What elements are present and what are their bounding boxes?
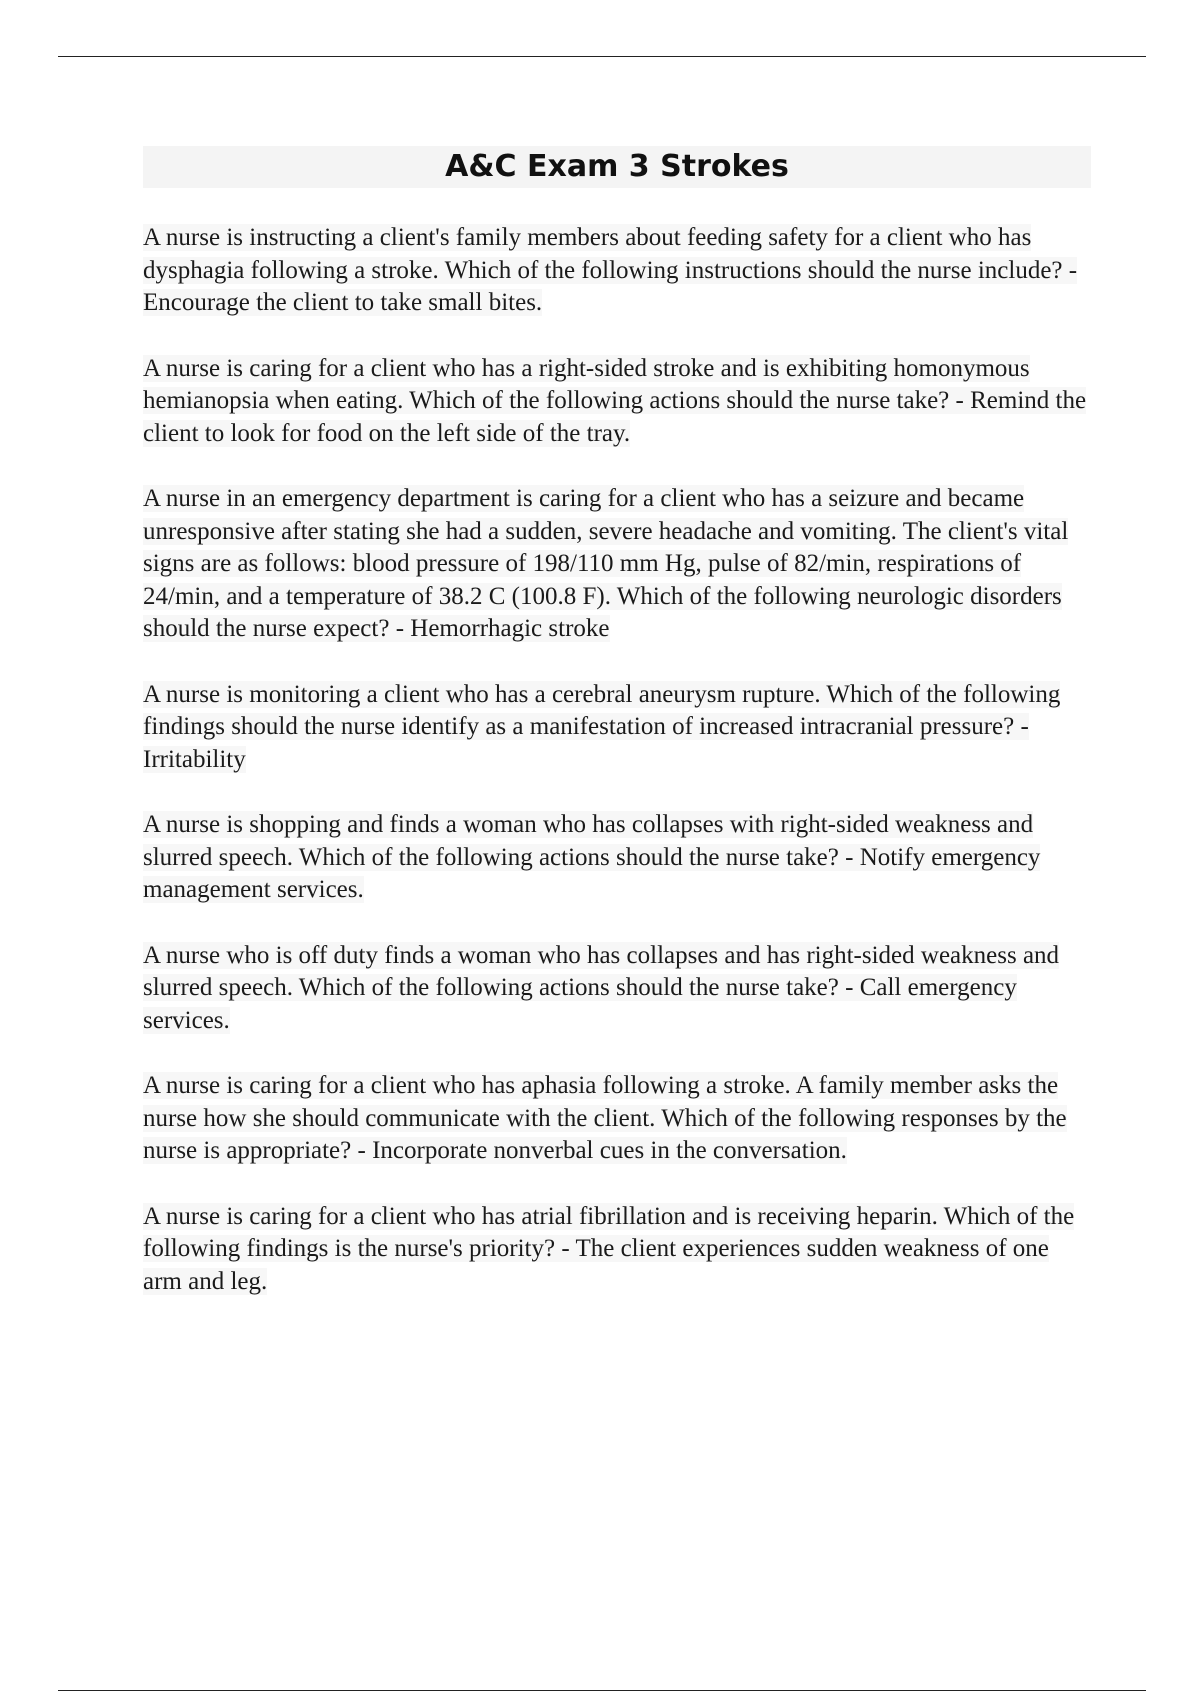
question-item-6: [143, 940, 1091, 1038]
question-text: A nurse is caring for a client who has aphasia following a stroke. A family member asks the nurse how she should communicate with the client. Which of the following responses by the nurse is appropriate? - Incorporate nonverbal cues in the conversation.: [143, 1072, 1067, 1164]
question-item-4: [143, 679, 1091, 777]
question-text: A nurse is instructing a client's family members about feeding safety for a client who has dysphagia following a stroke. Which of the following instructions should the nurse include? - Encourage the client to take small bites.: [143, 224, 1078, 316]
question-item-2: [143, 353, 1091, 451]
question-item-7: [143, 1070, 1091, 1168]
document-title: A&C Exam 3 Strokes: [143, 146, 1091, 188]
footer-rule: [58, 1690, 1146, 1691]
question-text: A nurse in an emergency department is caring for a client who has a seizure and became unresponsive after stating she had a sudden, severe headache and vomiting. The client's vital signs are as follows: blood pressure of 198/110 mm Hg, pulse of 82/min, respirations of 24/min, and a temperature of 38.2 C (100.8 F). Which of the following neurologic disorders should the nurse expect? - Hemorrhagic stroke: [143, 485, 1069, 642]
question-text: A nurse who is off duty finds a woman who has collapses and has right-sided weakness and slurred speech. Which of the following actions should the nurse take? - Call emergency services.: [143, 941, 1060, 1034]
question-item-1: [143, 222, 1091, 320]
question-item-8: [143, 1201, 1091, 1299]
header-rule: [58, 56, 1146, 57]
question-text: A nurse is caring for a client who has a right-sided stroke and is exhibiting homonymous hemianopsia when eating. Which of the following actions should the nurse take? - Remind the client to look for food on the left side of the tray.: [143, 354, 1087, 447]
question-text: A nurse is shopping and finds a woman who has collapses with right-sided weakness and slurred speech. Which of the following actions should the nurse take? - Notify emergency management services.: [143, 811, 1041, 903]
question-item-3: [143, 483, 1091, 646]
question-text: A nurse is monitoring a client who has a cerebral aneurysm rupture. Which of the following findings should the nurse identify as a manifestation of increased intracranial pressure? - Irritability: [143, 680, 1061, 773]
question-text: A nurse is caring for a client who has atrial fibrillation and is receiving heparin. Which of the following findings is the nurse's priority? - The client experiences sudden weakness of one arm and leg.: [143, 1202, 1075, 1295]
question-item-5: [143, 809, 1091, 907]
question-list: [143, 222, 1091, 1331]
